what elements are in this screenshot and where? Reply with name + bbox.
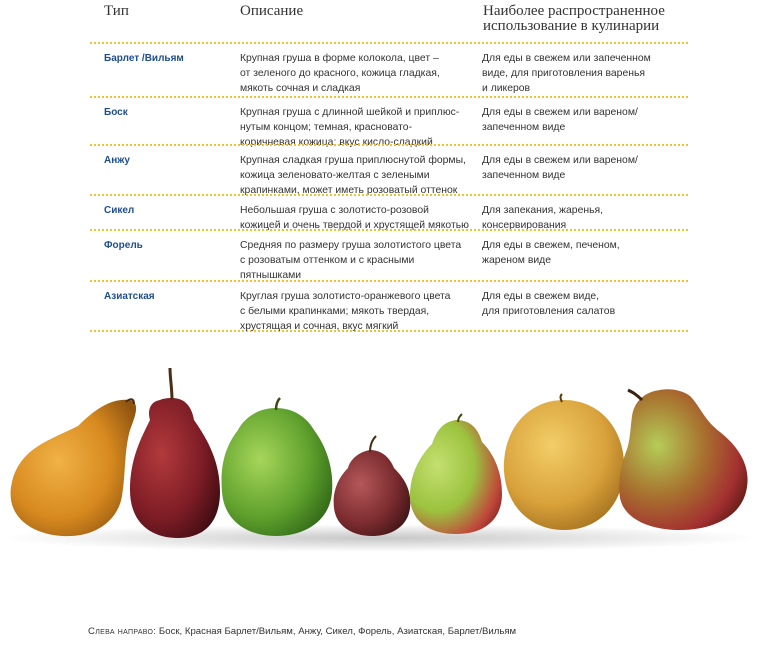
pear-anjou xyxy=(222,398,333,536)
pear-description: Круглая груша золотисто-оранжевого цвета с белыми крапинками; мякоть твердая, хрустящая и сочная, вкус мягкий xyxy=(240,291,451,332)
pear-usage: Для еды в свежем виде, для приготовления салатов xyxy=(482,291,616,317)
table-header xyxy=(90,0,688,42)
pear-type: Боск xyxy=(104,107,128,118)
pear-red-bartlett xyxy=(130,368,220,538)
pear-usage: Для запекания, жаренья, консервирования xyxy=(482,205,604,231)
pear-bosc xyxy=(11,399,137,536)
pear-usage: Для еды в свежем или запеченном виде, для приготовления варенья и ликеров xyxy=(482,53,651,94)
pear-type: Анжу xyxy=(104,155,130,166)
pear-asian xyxy=(504,394,624,530)
pear-seckel xyxy=(334,436,411,536)
pear-type: Сикел xyxy=(104,205,135,216)
table-row xyxy=(90,229,688,280)
pear-description: Средняя по размеру груша золотистого цвета с розоватым оттенком и с красными пятнышками xyxy=(240,240,462,281)
header-description: Описание xyxy=(240,3,304,19)
pear-description: Крупная груша с длинной шейкой и приплюс- нутым концом; темная, красновато- коричневая кожица; вкус кисло-сладкий xyxy=(240,107,460,148)
table-row xyxy=(90,194,688,229)
pear-type: Азиатская xyxy=(104,291,155,302)
header-type: Тип xyxy=(104,3,129,19)
table-row xyxy=(90,96,688,148)
photo-caption: Слева направо: Боск, Красная Барлет/Вильям, Анжу, Сикел, Форель, Азиатская, Барлет/Вильям xyxy=(88,626,517,637)
pear-usage: Для еды в свежем или вареном/ запеченном виде xyxy=(482,107,638,133)
pear-varieties-table xyxy=(90,0,688,332)
pear-description: Крупная груша в форме колокола, цвет – от зеленого до красного, кожица гладкая, мякоть сочная и сладкая xyxy=(240,53,440,94)
pear-description: Крупная сладкая груша приплюснутой формы, кожица зеленовато-желтая с зелеными крапинками, может иметь розоватый оттенок xyxy=(240,155,466,196)
pear-usage: Для еды в свежем или вареном/ запеченном виде xyxy=(482,155,638,181)
pear-description: Небольшая груша с золотисто-розовой кожицей и очень твердой и хрустящей мякотью xyxy=(240,205,469,231)
table-row xyxy=(90,42,688,96)
pear-bartlett xyxy=(619,389,747,530)
pear-forelle xyxy=(410,414,502,534)
table-row xyxy=(90,144,688,194)
pears-photo xyxy=(0,350,761,600)
header-usage: Наиболее распространенное использование в кулинарии xyxy=(483,3,665,34)
pear-type: Форель xyxy=(104,240,143,251)
pear-type: Барлет /Вильям xyxy=(104,53,184,64)
table-row xyxy=(90,280,688,332)
pear-usage: Для еды в свежем, печеном, жареном виде xyxy=(482,240,620,266)
